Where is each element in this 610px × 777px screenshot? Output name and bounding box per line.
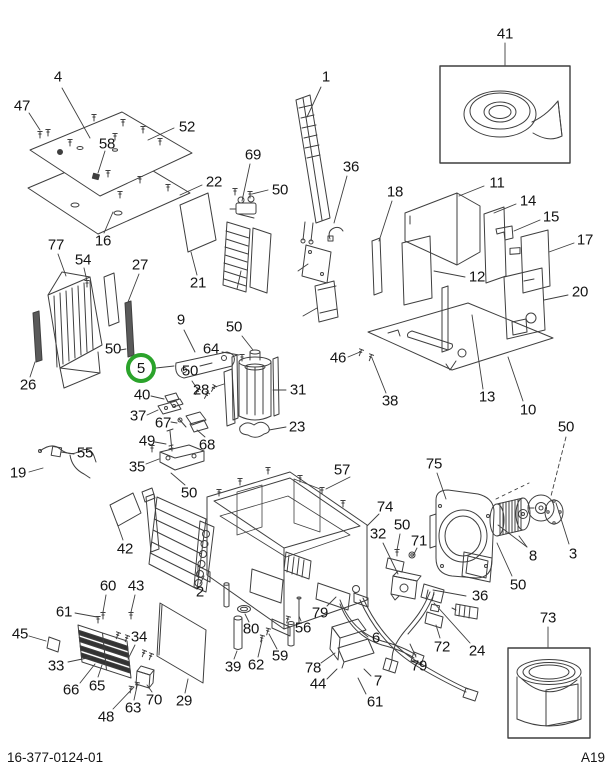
callout-23: 23 (288, 418, 306, 436)
callout-37: 37 (129, 407, 147, 425)
callout-15: 15 (542, 208, 560, 226)
part-36-elbow (328, 227, 343, 241)
callout-7: 7 (373, 672, 383, 690)
callout-21: 21 (189, 274, 207, 292)
callout-13: 13 (478, 388, 496, 406)
part-8-blower-wheel (490, 498, 530, 536)
callout-61: 61 (366, 693, 384, 711)
callout-5-highlighted: 5 (126, 353, 156, 383)
callout-52: 52 (178, 118, 196, 136)
part-29-panel (157, 603, 206, 683)
callout-79: 79 (410, 657, 428, 675)
part-32-relay (386, 550, 421, 601)
callout-50: 50 (180, 484, 198, 502)
part-25-panel (302, 245, 331, 283)
part-6-bracket (330, 619, 374, 668)
callout-50: 50 (225, 318, 243, 336)
part-69-valve (230, 189, 256, 219)
callout-56: 56 (294, 619, 312, 637)
callout-66: 66 (62, 681, 80, 699)
callout-61: 61 (55, 603, 73, 621)
callout-60: 60 (99, 577, 117, 595)
callout-11: 11 (489, 174, 505, 192)
callout-4: 4 (53, 68, 63, 86)
part-21-panel (180, 193, 216, 252)
part-1-element (296, 95, 330, 244)
part-10-base-plate (357, 286, 553, 370)
callout-75: 75 (425, 455, 443, 473)
callout-18: 18 (386, 183, 404, 201)
callout-9: 9 (176, 311, 186, 329)
callout-33: 33 (47, 657, 65, 675)
callout-57: 57 (333, 461, 351, 479)
callout-2: 2 (195, 583, 205, 601)
callout-54: 54 (74, 251, 92, 269)
callout-38: 38 (381, 392, 399, 410)
callout-3: 3 (568, 545, 578, 563)
callout-22: 22 (205, 173, 223, 191)
part-36-resistor (452, 604, 478, 619)
part-27-strip (125, 301, 134, 357)
callout-20: 20 (571, 283, 589, 301)
callout-62: 62 (247, 656, 265, 674)
callout-24: 24 (468, 642, 486, 660)
callout-50: 50 (509, 576, 527, 594)
callout-32: 32 (369, 525, 387, 543)
callout-48: 48 (97, 708, 115, 726)
part-right-panels (372, 193, 550, 339)
callout-17: 17 (576, 231, 594, 249)
callout-6: 6 (371, 629, 381, 647)
part-76-duct (315, 281, 338, 322)
callout-12: 12 (468, 268, 486, 286)
callout-1: 1 (321, 68, 331, 86)
callout-50: 50 (104, 340, 122, 358)
page-code: A19 (581, 750, 606, 765)
callout-58: 58 (98, 135, 116, 153)
callout-71: 71 (410, 532, 428, 550)
callout-45: 45 (11, 625, 29, 643)
callout-34: 34 (130, 628, 148, 646)
callout-28: 28 (192, 381, 210, 399)
part-75-blower-housing (430, 490, 494, 582)
part-cover-plates (28, 112, 192, 234)
callout-41: 41 (496, 25, 514, 43)
callout-46: 46 (329, 349, 347, 367)
callout-35: 35 (128, 458, 146, 476)
part-42-panel (110, 493, 141, 526)
callout-36: 36 (342, 158, 360, 176)
callout-19: 19 (9, 464, 27, 482)
callout-64: 64 (202, 340, 220, 358)
callout-39: 39 (224, 658, 242, 676)
callout-29: 29 (175, 692, 193, 710)
callout-59: 59 (271, 647, 289, 665)
callout-36: 36 (471, 587, 489, 605)
callout-50: 50 (181, 362, 199, 380)
callout-69: 69 (244, 146, 262, 164)
callout-67: 67 (154, 414, 172, 432)
callout-68: 68 (198, 436, 216, 454)
callout-70: 70 (145, 691, 163, 709)
callout-55: 55 (76, 444, 94, 462)
part-70-block (136, 666, 154, 688)
callout-8: 8 (528, 547, 538, 565)
part-26-strip (33, 311, 42, 362)
part-73-sealer-can (508, 648, 590, 738)
callout-79: 79 (311, 604, 329, 622)
callout-40: 40 (133, 386, 151, 404)
callout-42: 42 (116, 540, 134, 558)
callout-78: 78 (304, 659, 322, 677)
part-studs (224, 583, 301, 650)
callout-65: 65 (88, 677, 106, 695)
part-41-tape-roll (440, 66, 570, 163)
callout-50: 50 (557, 418, 575, 436)
callout-49: 49 (138, 432, 156, 450)
callout-50: 50 (271, 181, 289, 199)
callout-44: 44 (309, 675, 327, 693)
callout-47: 47 (13, 97, 31, 115)
part-2-coil (142, 484, 214, 592)
drawing-number: 16-377-0124-01 (7, 750, 104, 765)
callout-31: 31 (289, 381, 307, 399)
callout-10: 10 (519, 401, 537, 419)
callout-27: 27 (131, 256, 149, 274)
callout-26: 26 (19, 376, 37, 394)
callout-77: 77 (47, 236, 65, 254)
callout-74: 74 (376, 498, 394, 516)
callout-73: 73 (539, 609, 557, 627)
callout-16: 16 (94, 232, 112, 250)
callout-14: 14 (519, 192, 537, 210)
callout-43: 43 (127, 577, 145, 595)
part-31-cylinder (224, 350, 279, 437)
callout-50: 50 (393, 516, 411, 534)
callout-72: 72 (433, 638, 451, 656)
part-77-core (48, 272, 122, 388)
callout-80: 80 (242, 620, 260, 638)
part-30-grille (223, 222, 271, 293)
callout-63: 63 (124, 699, 142, 717)
